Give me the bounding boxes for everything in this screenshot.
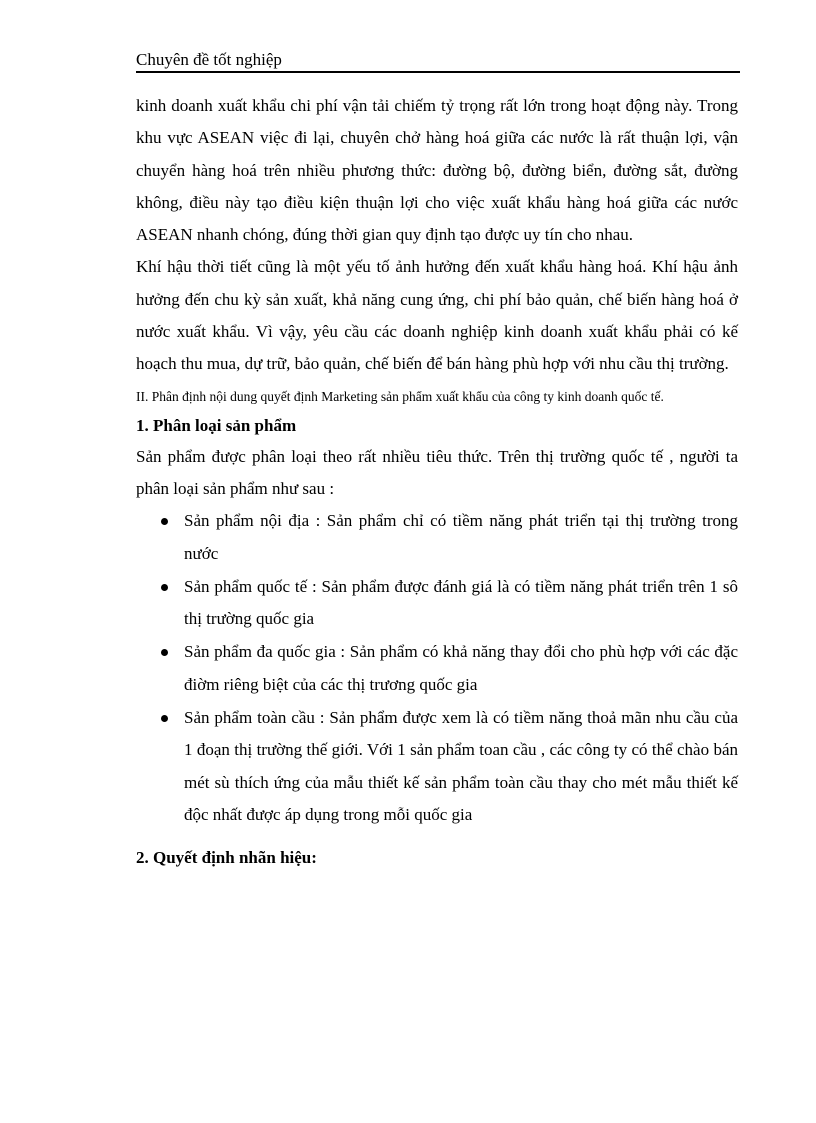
heading-brand-decision: 2. Quyết định nhãn hiệu:	[136, 848, 317, 868]
bullet-icon	[161, 649, 168, 656]
list-item-text: Sản phẩm toàn cầu : Sản phẩm được xem là có tiềm năng thoả mãn nhu cầu của 1 đoạn thị trường thế giới. Với 1 sản phẩm toan cầu , các công ty có thể chào bán mét sù thích ứng của mẫu thiết kế sản phẩm toàn cầu thay cho mét mẫu thiết kế độc nhất được áp dụng trong mỗi quốc gia	[184, 708, 738, 824]
list-item	[136, 702, 738, 831]
list-item-text: Sản phẩm quốc tế : Sản phẩm được đánh giá là có tiềm năng phát triển trên 1 sô thị trường quốc gia	[184, 576, 738, 629]
bullet-icon	[161, 584, 168, 591]
bullet-icon	[161, 715, 168, 722]
heading-product-classification: 1. Phân loại sản phẩm	[136, 415, 297, 435]
section-title: II. Phân định nội dung quyết định Marketing sản phẩm xuất khẩu của công ty kinh doanh quốc tế.	[136, 388, 664, 404]
bullet-icon	[161, 518, 168, 525]
paragraph-transport: kinh doanh xuất khẩu chi phí vận tải chiếm tỷ trọng rất lớn trong hoạt động này. Trong khu vực ASEAN việc đi lại, chuyên chở hàng hoá giữa các nước là rất thuận lợi, vận chuyển hàng hoá trên nhiều phương thức: đường bộ, đường biển, đường sắt, đường không, điều này tạo điều kiện thuận lợi cho việc xuất khẩu hàng hoá giữa các nước ASEAN nhanh chóng, đúng thời gian quy định tạo được uy tín cho nhau.	[136, 96, 738, 245]
list-item	[136, 505, 738, 570]
list-item	[136, 571, 738, 636]
bullet-list	[136, 505, 738, 831]
list-item-text: Sản phẩm đa quốc gia : Sản phẩm có khả năng thay đổi cho phù hợp với các đặc điờm riêng biệt của các thị trương quốc gia	[184, 642, 738, 694]
page-header-title: Chuyên đề tốt nghiệp	[136, 50, 282, 69]
list-item-text: Sản phẩm nội địa : Sản phẩm chỉ có tiềm năng phát triển tại thị trường trong nước	[184, 511, 738, 563]
paragraph-climate: Khí hậu thời tiết cũng là một yếu tố ảnh hưởng đến xuất khẩu hàng hoá. Khí hậu ảnh hưởng đến chu kỳ sản xuất, khả năng cung ứng, chi phí bảo quản, chế biến hàng hoá ở nước xuất khẩu. Vì vậy, yêu cầu các doanh nghiệp kinh doanh xuất khẩu phải có kế hoạch thu mua, dự trữ, bảo quản, chế biến để bán hàng phù hợp với nhu cầu thị trường.	[136, 257, 738, 374]
document-body	[136, 90, 738, 873]
header-rule	[136, 71, 740, 73]
paragraph-intro: Sản phẩm được phân loại theo rất nhiều tiêu thức. Trên thị trường quốc tế , người ta phân loại sản phẩm như sau :	[136, 446, 738, 498]
list-item	[136, 636, 738, 701]
